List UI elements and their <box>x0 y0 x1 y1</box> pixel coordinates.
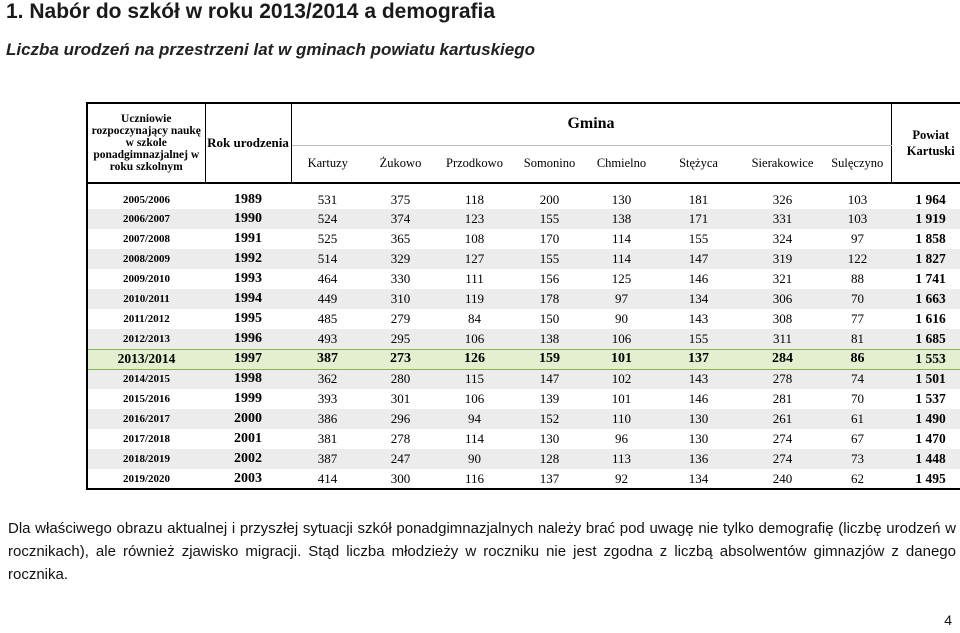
cell-school-year: 2015/2016 <box>122 393 171 405</box>
cell-school-year: 2012/2013 <box>122 332 171 345</box>
cell-births: 108 <box>464 231 485 246</box>
cell-births: 319 <box>772 251 793 266</box>
cell-birth-year: 1998 <box>234 371 262 387</box>
cell-births: 524 <box>317 211 338 226</box>
table-row <box>87 349 960 369</box>
cell-births: 393 <box>317 391 338 406</box>
page-heading: 1. Nabór do szkół w roku 2013/2014 a demografia <box>6 0 496 23</box>
cell-births: 143 <box>688 371 709 387</box>
cell-birth-year: 1996 <box>234 330 262 346</box>
cell-powiat-total: 1 741 <box>915 271 946 286</box>
cell-births: 274 <box>772 431 793 446</box>
cell-births: 150 <box>539 311 560 326</box>
cell-school-year: 2007/2008 <box>122 233 171 245</box>
cell-powiat-total: 1 537 <box>915 391 946 406</box>
cell-school-year: 2017/2018 <box>122 433 171 445</box>
cell-births: 139 <box>539 391 560 406</box>
table-row <box>87 309 960 329</box>
header-birth-year: Rok urodzenia <box>205 103 291 183</box>
cell-births: 310 <box>390 291 411 306</box>
cell-births: 119 <box>464 291 485 306</box>
header-gmina-group: Gmina <box>291 103 891 145</box>
cell-births: 110 <box>611 411 632 426</box>
cell-birth-year: 1995 <box>234 311 262 326</box>
cell-births: 138 <box>539 330 560 346</box>
cell-birth-year: 1994 <box>234 291 262 306</box>
cell-births: 116 <box>464 470 485 486</box>
table-row <box>87 249 960 269</box>
cell-births: 178 <box>539 291 560 306</box>
cell-births: 152 <box>539 411 560 426</box>
cell-births: 101 <box>611 391 632 406</box>
cell-births: 311 <box>772 330 793 346</box>
cell-births: 155 <box>688 330 709 346</box>
cell-school-year: 2008/2009 <box>122 253 171 265</box>
cell-births: 92 <box>615 470 628 486</box>
cell-births: 170 <box>539 231 560 246</box>
cell-school-year: 2010/2011 <box>123 293 170 305</box>
cell-births: 321 <box>772 271 793 286</box>
table-row <box>87 209 960 229</box>
page-number: 4 <box>944 612 952 628</box>
cell-birth-year: 1990 <box>234 211 262 226</box>
cell-births: 155 <box>688 231 709 246</box>
cell-births: 137 <box>656 349 741 369</box>
header-municipality: Stężyca <box>656 145 741 183</box>
cell-school-year: 2009/2010 <box>122 273 171 285</box>
cell-births: 156 <box>539 271 560 286</box>
header-municipality: Chmielno <box>587 145 656 183</box>
header-municipality: Przodkowo <box>437 145 512 183</box>
cell-births: 70 <box>851 291 864 306</box>
cell-births: 155 <box>539 211 560 226</box>
cell-birth-year: 2001 <box>234 431 262 446</box>
table-row <box>87 369 960 389</box>
cell-births: 279 <box>390 311 411 326</box>
cell-births: 296 <box>390 411 411 426</box>
cell-births: 122 <box>847 251 868 266</box>
cell-birth-year: 1993 <box>234 271 262 286</box>
births-table-container <box>86 102 960 490</box>
cell-births: 155 <box>539 251 560 266</box>
cell-birth-year: 1989 <box>234 191 262 207</box>
cell-births: 103 <box>847 211 868 226</box>
cell-births: 106 <box>464 330 485 346</box>
table-row <box>87 229 960 249</box>
table-row <box>87 469 960 489</box>
table-row <box>87 429 960 449</box>
cell-births: 138 <box>611 211 632 226</box>
cell-school-year: 2011/2012 <box>123 313 170 325</box>
cell-births: 127 <box>464 251 485 266</box>
cell-school-year: 2013/2014 <box>87 349 205 369</box>
cell-births: 374 <box>390 211 411 226</box>
cell-births: 106 <box>611 330 632 346</box>
cell-births: 113 <box>611 451 632 466</box>
table-row <box>87 183 960 209</box>
cell-births: 295 <box>390 330 411 346</box>
header-municipality: Sulęczyno <box>824 145 891 183</box>
cell-births: 106 <box>464 391 485 406</box>
table-row <box>87 389 960 409</box>
cell-births: 387 <box>317 451 338 466</box>
table-row <box>87 329 960 349</box>
cell-births: 97 <box>615 291 628 306</box>
table-row <box>87 449 960 469</box>
cell-births: 111 <box>465 271 484 286</box>
cell-births: 278 <box>772 371 793 387</box>
cell-birth-year: 1997 <box>205 349 291 369</box>
cell-powiat-total: 1 616 <box>915 311 946 326</box>
cell-births: 115 <box>464 371 485 387</box>
table-row <box>87 269 960 289</box>
cell-births: 329 <box>390 251 411 266</box>
cell-births: 306 <box>772 291 793 306</box>
cell-births: 274 <box>772 451 793 466</box>
cell-powiat-total: 1 448 <box>915 451 946 466</box>
cell-births: 114 <box>611 231 632 246</box>
cell-birth-year: 2000 <box>234 411 262 426</box>
header-municipality: Sierakowice <box>741 145 824 183</box>
cell-births: 531 <box>317 191 338 207</box>
cell-school-year: 2005/2006 <box>122 193 171 206</box>
cell-births: 278 <box>390 431 411 446</box>
cell-births: 61 <box>851 411 864 426</box>
header-municipality: Żukowo <box>364 145 437 183</box>
cell-powiat-total: 1 964 <box>915 191 946 207</box>
cell-births: 62 <box>851 470 864 486</box>
cell-births: 414 <box>317 470 338 486</box>
cell-births: 171 <box>688 211 709 226</box>
cell-births: 365 <box>390 231 411 246</box>
header-school-year: Uczniowie rozpoczynający naukę w szkole ponadgimnazjalnej w roku szkolnym <box>87 103 205 183</box>
cell-births: 331 <box>772 211 793 226</box>
cell-births: 381 <box>317 431 338 446</box>
cell-school-year: 2018/2019 <box>122 453 171 465</box>
cell-births: 280 <box>390 371 411 387</box>
cell-powiat-total: 1 490 <box>915 411 946 426</box>
cell-births: 130 <box>539 431 560 446</box>
cell-births: 134 <box>688 470 709 486</box>
cell-births: 159 <box>512 349 587 369</box>
cell-births: 375 <box>390 191 411 207</box>
cell-school-year: 2006/2007 <box>122 213 171 225</box>
cell-births: 200 <box>539 191 560 207</box>
cell-births: 281 <box>772 391 793 406</box>
table-row <box>87 409 960 429</box>
cell-births: 514 <box>317 251 338 266</box>
cell-births: 493 <box>317 330 338 346</box>
cell-births: 147 <box>688 251 709 266</box>
cell-births: 146 <box>688 271 709 286</box>
cell-births: 130 <box>611 191 632 207</box>
cell-births: 137 <box>539 470 560 486</box>
cell-births: 181 <box>688 191 709 207</box>
cell-births: 103 <box>847 191 868 207</box>
cell-school-year: 2014/2015 <box>122 373 171 386</box>
cell-powiat-total: 1 919 <box>915 211 946 226</box>
cell-birth-year: 1999 <box>234 391 262 406</box>
cell-births: 90 <box>468 451 481 466</box>
cell-powiat-total: 1 553 <box>891 349 960 369</box>
cell-powiat-total: 1 501 <box>915 371 946 387</box>
cell-births: 143 <box>688 311 709 326</box>
cell-births: 261 <box>772 411 793 426</box>
cell-births: 308 <box>772 311 793 326</box>
cell-births: 73 <box>851 451 864 466</box>
explanatory-note: Dla właściwego obrazu aktualnej i przyszłej sytuacji szkół ponadgimnazjalnych należy brać pod uwagę nie tylko demografię (liczbę urodzeń w rocznikach), ale również zjawisko migracji. Stąd liczba młodzieży w roczniku nie jest zgodna z liczbą absolwentów gimnazjów z danego rocznika. <box>8 520 956 583</box>
cell-births: 136 <box>688 451 709 466</box>
cell-births: 67 <box>851 431 864 446</box>
header-powiat-total: Powiat Kartuski <box>891 103 960 183</box>
cell-births: 101 <box>587 349 656 369</box>
cell-births: 84 <box>468 311 481 326</box>
cell-births: 123 <box>464 211 485 226</box>
cell-births: 301 <box>390 391 411 406</box>
cell-school-year: 2016/2017 <box>122 413 171 425</box>
header-municipality: Somonino <box>512 145 587 183</box>
cell-births: 97 <box>851 231 864 246</box>
cell-births: 128 <box>539 451 560 466</box>
cell-births: 525 <box>317 231 338 246</box>
cell-births: 74 <box>851 371 864 387</box>
cell-births: 273 <box>364 349 437 369</box>
cell-births: 240 <box>772 470 793 486</box>
cell-births: 130 <box>688 431 709 446</box>
cell-births: 114 <box>464 431 485 446</box>
cell-births: 326 <box>772 191 793 207</box>
cell-births: 125 <box>611 271 632 286</box>
cell-powiat-total: 1 470 <box>915 431 946 446</box>
cell-births: 485 <box>317 311 338 326</box>
cell-births: 118 <box>464 191 485 207</box>
cell-powiat-total: 1 495 <box>915 470 946 486</box>
cell-births: 449 <box>317 291 338 306</box>
cell-births: 387 <box>291 349 364 369</box>
cell-births: 324 <box>772 231 793 246</box>
table-subheading: Liczba urodzeń na przestrzeni lat w gminach powiatu kartuskiego <box>6 40 535 59</box>
cell-births: 147 <box>539 371 560 387</box>
cell-births: 90 <box>615 311 628 326</box>
cell-births: 81 <box>851 330 864 346</box>
cell-powiat-total: 1 858 <box>915 231 946 246</box>
cell-births: 247 <box>390 451 411 466</box>
cell-powiat-total: 1 827 <box>915 251 946 266</box>
cell-births: 86 <box>824 349 891 369</box>
cell-school-year: 2019/2020 <box>122 472 171 485</box>
cell-births: 362 <box>317 371 338 387</box>
cell-birth-year: 2002 <box>234 451 262 466</box>
cell-births: 96 <box>615 431 628 446</box>
table-row <box>87 289 960 309</box>
cell-births: 88 <box>851 271 864 286</box>
header-municipality: Kartuzy <box>291 145 364 183</box>
cell-births: 94 <box>468 411 481 426</box>
cell-births: 386 <box>317 411 338 426</box>
cell-births: 114 <box>611 251 632 266</box>
cell-births: 464 <box>317 271 338 286</box>
cell-births: 102 <box>611 371 632 387</box>
cell-powiat-total: 1 685 <box>915 330 946 346</box>
cell-births: 70 <box>851 391 864 406</box>
cell-births: 130 <box>688 411 709 426</box>
cell-powiat-total: 1 663 <box>915 291 946 306</box>
cell-births: 134 <box>688 291 709 306</box>
cell-births: 126 <box>437 349 512 369</box>
cell-birth-year: 1992 <box>234 251 262 266</box>
births-table <box>86 102 960 490</box>
cell-birth-year: 2003 <box>234 470 262 486</box>
cell-births: 330 <box>390 271 411 286</box>
cell-births: 284 <box>741 349 824 369</box>
cell-birth-year: 1991 <box>234 231 262 246</box>
cell-births: 300 <box>390 470 411 486</box>
cell-births: 146 <box>688 391 709 406</box>
cell-births: 77 <box>851 311 864 326</box>
